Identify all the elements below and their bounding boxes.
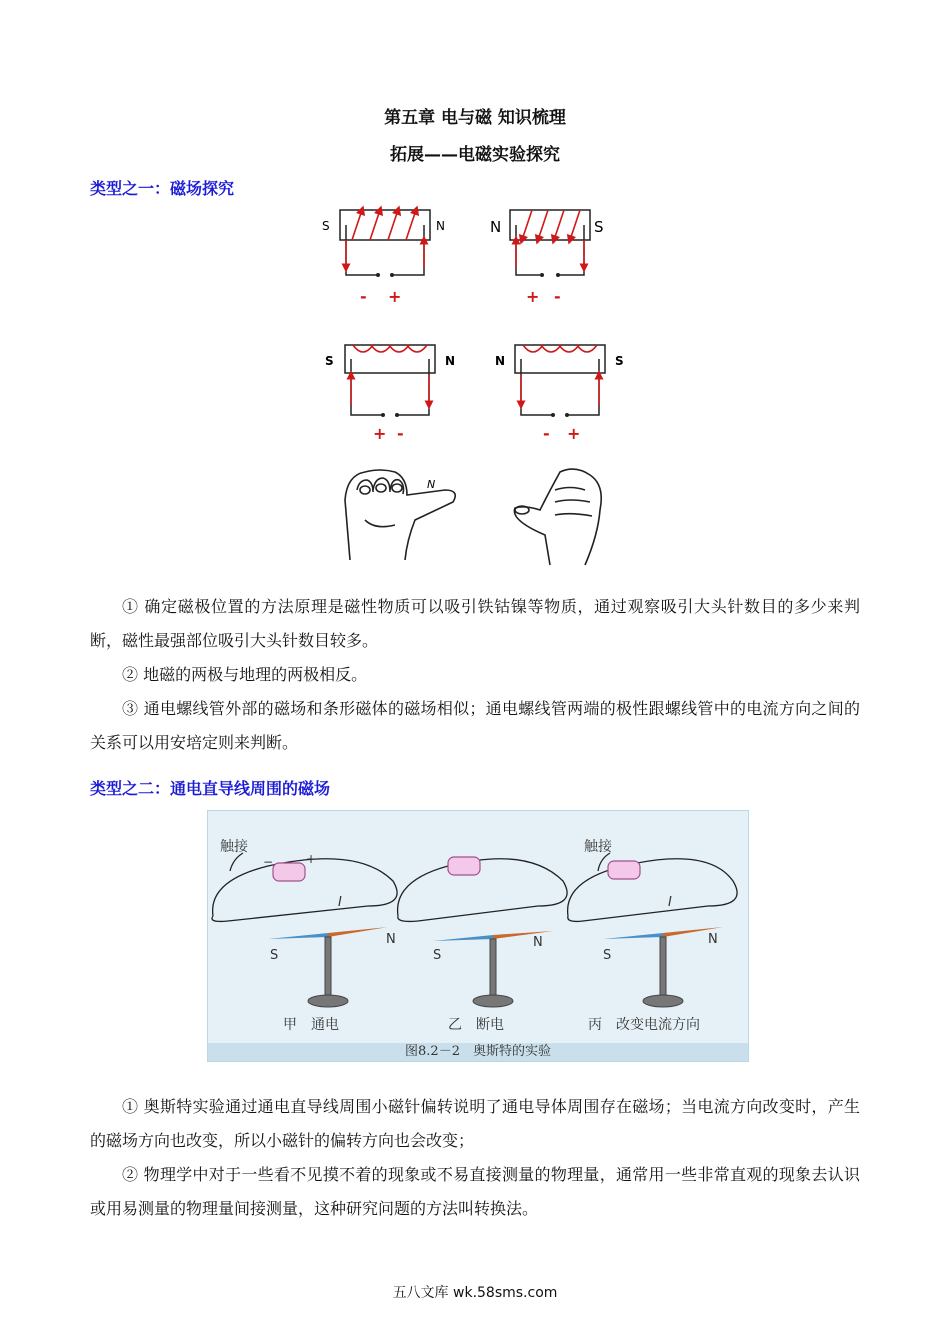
- section-1-title: 类型之一：磁场探究: [90, 179, 235, 198]
- section-2-title: 类型之二：通电直导线周围的磁场: [90, 779, 331, 798]
- sign-label: +: [388, 287, 402, 306]
- solenoid-diagrams: [300, 200, 660, 450]
- solenoid-3: [325, 345, 455, 443]
- n-label-a: N: [386, 932, 396, 947]
- right-hand-rule-drawings: [335, 460, 635, 570]
- pole-label: S: [325, 354, 334, 368]
- pole-label: N: [490, 218, 502, 236]
- sign-label: +: [373, 424, 387, 443]
- minus-label: −: [263, 855, 274, 869]
- hand-right-icon: [514, 469, 601, 565]
- sign-label: -: [360, 287, 367, 306]
- paragraph-5: ② 物理学中对于一些看不见摸不着的现象或不易直接测量的物理量，通常用一些非常直观的现象去认识或用易测量的物理量间接测量，这种研究问题的方法叫转换法。: [90, 1165, 860, 1218]
- paragraph-1: ① 确定磁极位置的方法原理是磁性物质可以吸引铁钴镍等物质，通过观察吸引大头针数目的多少来判断，磁性最强部位吸引大头针数目较多。: [90, 597, 860, 650]
- n-label-c: N: [708, 932, 718, 947]
- sign-label: +: [567, 424, 581, 443]
- pole-label: N: [445, 354, 456, 368]
- s-label-c: S: [603, 948, 612, 963]
- paragraph-3: ③ 通电螺线管外部的磁场和条形磁体的磁场相似；通电螺线管两端的极性跟螺线管中的电流方向之间的关系可以用安培定则来判断。: [90, 699, 860, 752]
- oersted-experiment-figure: [207, 810, 749, 1062]
- sign-label: -: [543, 424, 550, 443]
- chapter-title: 第五章 电与磁 知识梳理: [384, 108, 566, 128]
- pole-label: S: [322, 219, 330, 233]
- sign-label: -: [397, 424, 404, 443]
- plus-label: +: [306, 852, 317, 866]
- panel-b-label: 乙 断电: [448, 1017, 504, 1033]
- panel-c-label: 丙 改变电流方向: [588, 1017, 700, 1033]
- sign-label: +: [526, 287, 540, 306]
- panel-a-label: 甲 通电: [283, 1017, 339, 1033]
- touch-label-c: 触接: [584, 839, 612, 855]
- pole-label: S: [615, 354, 624, 368]
- hand-label: N: [427, 478, 436, 491]
- s-label-a: S: [270, 948, 279, 963]
- pole-label: S: [594, 218, 604, 236]
- solenoid-2: [490, 210, 604, 306]
- oersted-drawing: [208, 811, 748, 1041]
- n-label-b: N: [533, 935, 543, 950]
- hand-left-icon: [345, 470, 455, 560]
- solenoid-1: [322, 210, 445, 306]
- sign-label: -: [554, 287, 561, 306]
- subtitle: 拓展——电磁实验探究: [390, 145, 560, 165]
- current-label-a: I: [338, 895, 342, 910]
- paragraph-2: ② 地磁的两极与地理的两极相反。: [122, 665, 368, 684]
- pole-label: N: [495, 354, 506, 368]
- solenoid-4: [495, 345, 624, 443]
- pole-label: N: [436, 219, 445, 233]
- current-label-c: I: [668, 895, 672, 910]
- figure-caption: 图8.2－2 奥斯特的实验: [405, 1044, 551, 1059]
- paragraph-4: ① 奥斯特实验通过通电直导线周围小磁针偏转说明了通电导体周围存在磁场；当电流方向改变时，产生的磁场方向也改变，所以小磁针的偏转方向也会改变；: [90, 1097, 860, 1150]
- touch-label-a: 触接: [220, 839, 248, 855]
- footer-watermark: 五八文库 wk.58sms.com: [392, 1285, 558, 1301]
- s-label-b: S: [433, 948, 442, 963]
